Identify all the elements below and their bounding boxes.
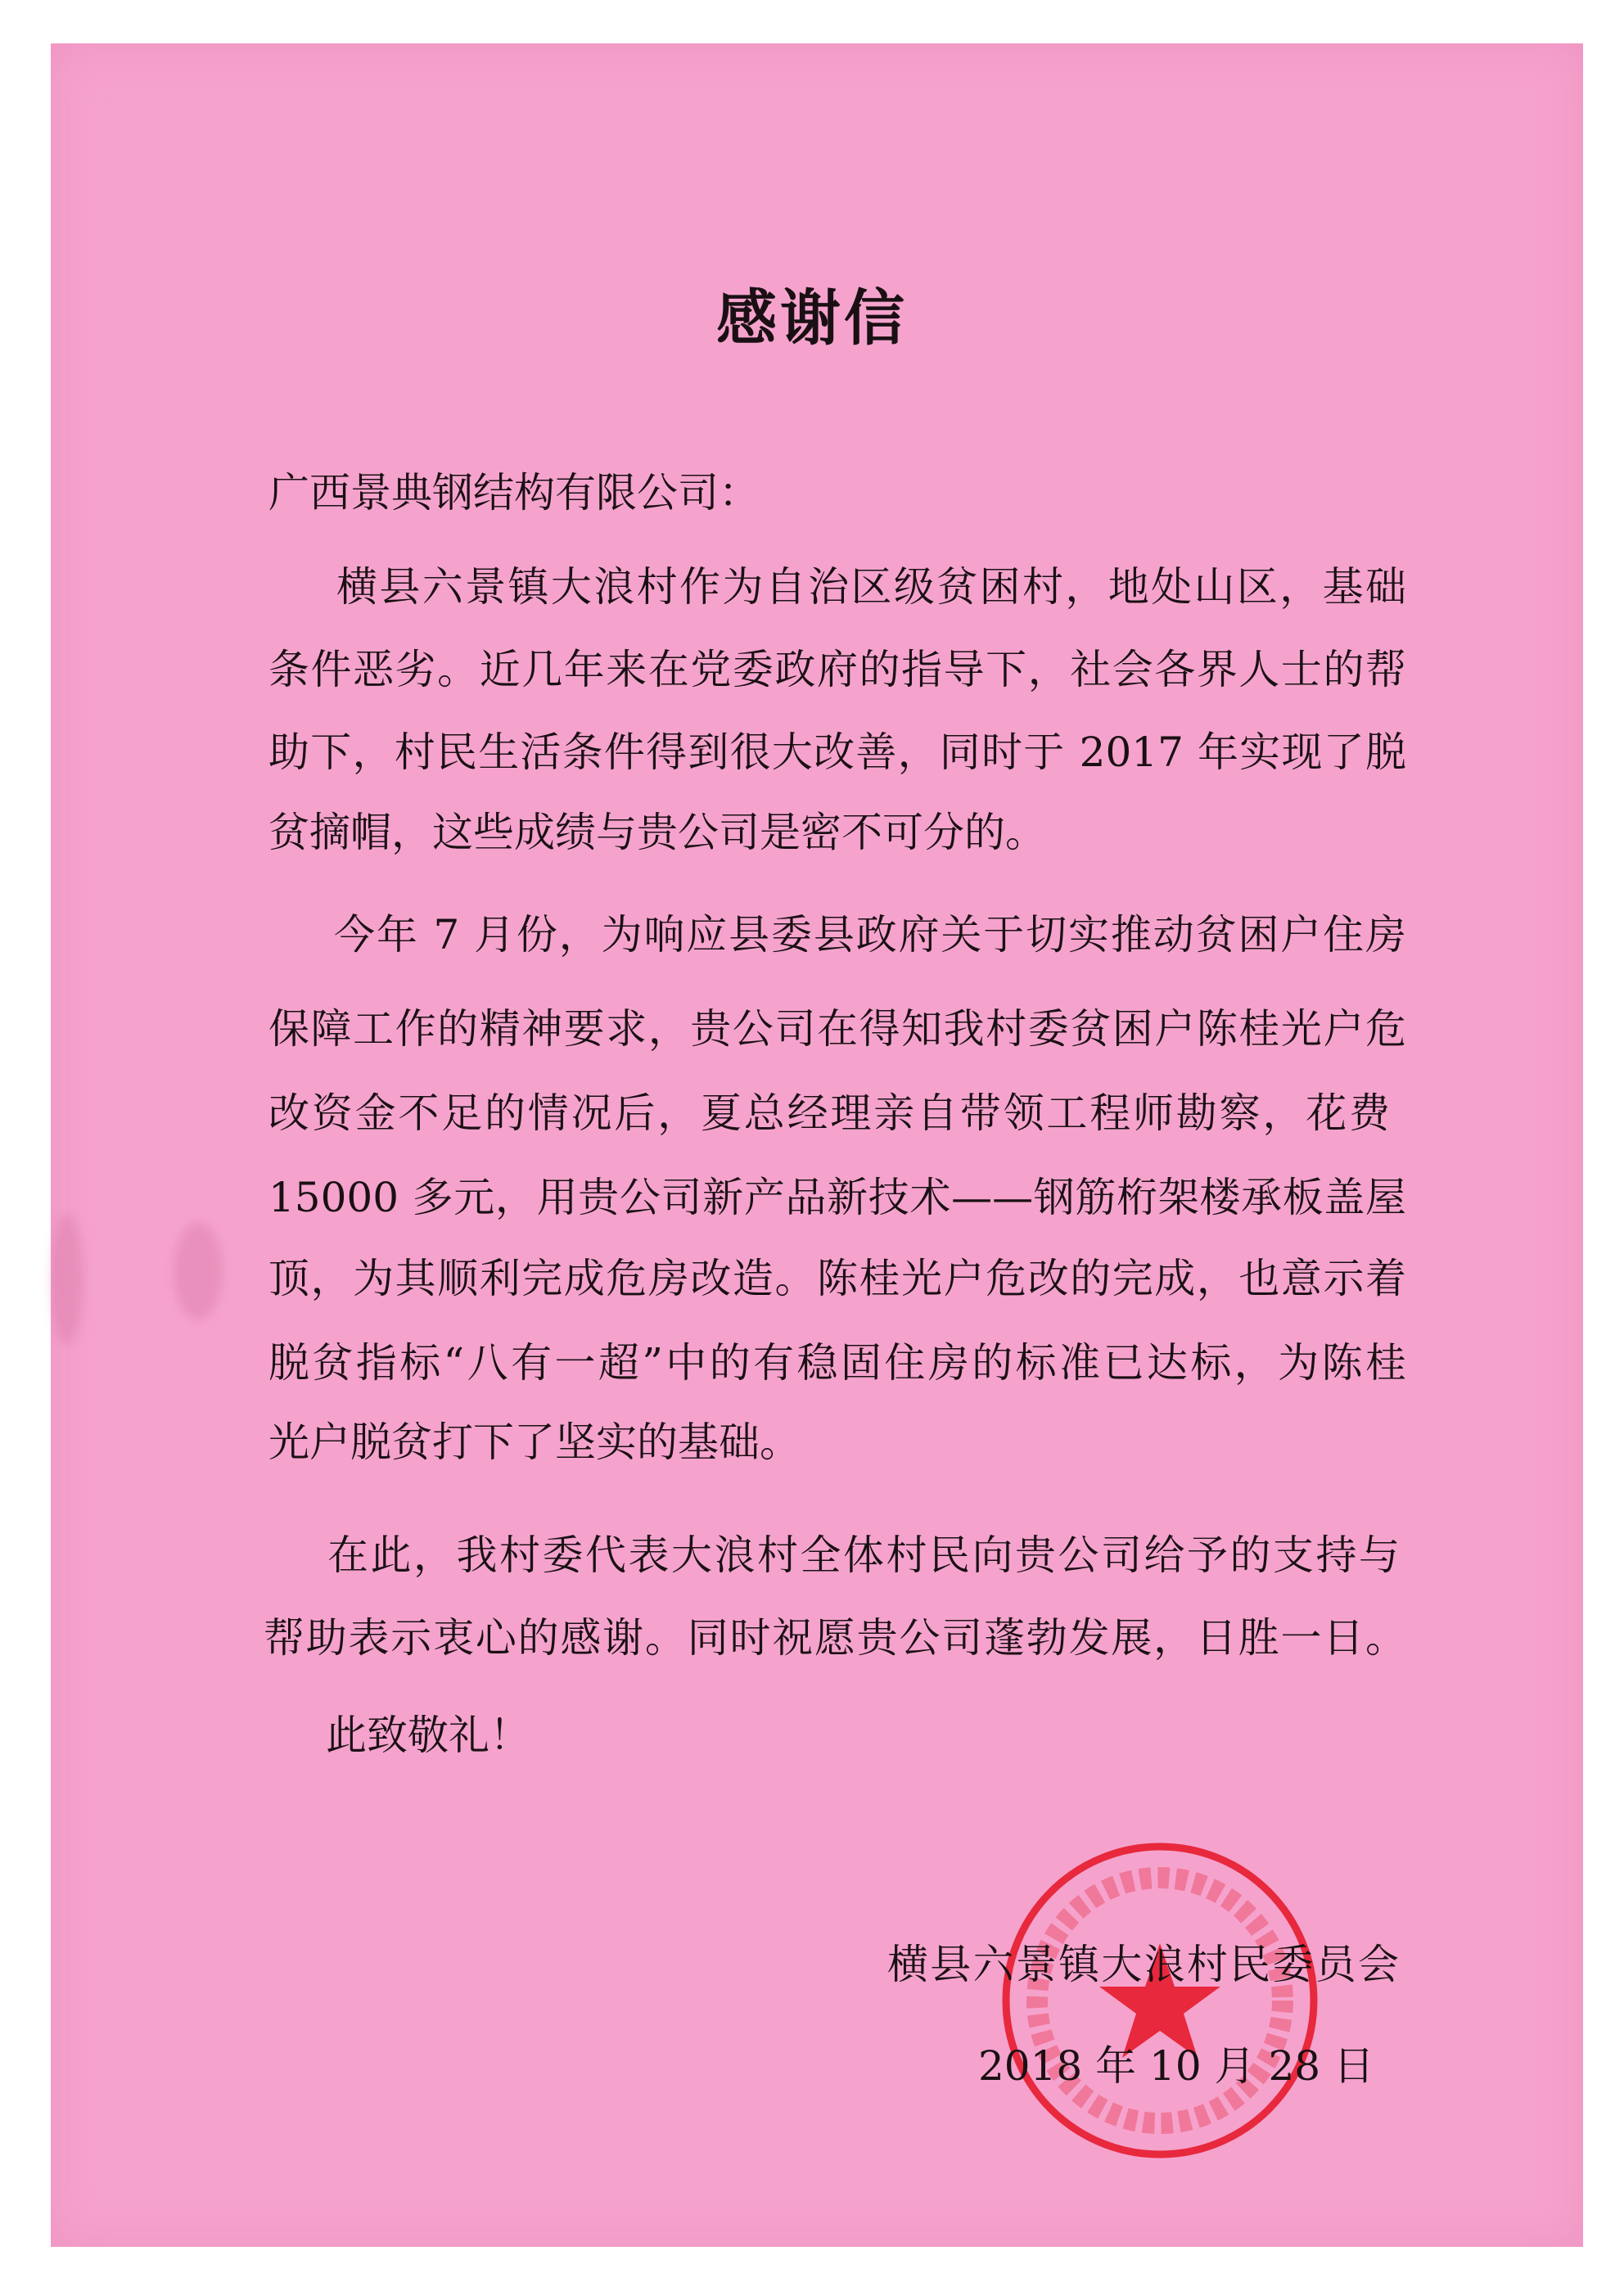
paragraph-1-line: 横县六景镇大浪村作为自治区级贫困村，地处山区，基础 bbox=[336, 563, 1406, 611]
paragraph-2-line: 脱贫指标“八有一超”中的有稳固住房的标准已达标，为陈桂 bbox=[268, 1339, 1406, 1387]
paragraph-2-line: 改资金不足的情况后，夏总经理亲自带领工程师勘察，花费 bbox=[268, 1089, 1390, 1137]
paragraph-2-line: 保障工作的精神要求，贵公司在得知我村委贫困户陈桂光户危 bbox=[268, 1005, 1406, 1053]
paragraph-2-line: 光户脱贫打下了坚实的基础。 bbox=[268, 1419, 801, 1466]
paragraph-3-line: 在此，我村委代表大浪村全体村民向贵公司给予的支持与 bbox=[327, 1531, 1400, 1579]
paragraph-2-line: 15000 多元，用贵公司新产品新技术——钢筋桁架楼承板盖屋 bbox=[268, 1174, 1406, 1221]
paragraph-3-line: 帮助表示衷心的感谢。同时祝愿贵公司蓬勃发展，日胜一日。 bbox=[264, 1614, 1406, 1662]
salutation: 广西景典钢结构有限公司： bbox=[268, 469, 760, 516]
paper-stain bbox=[174, 1222, 223, 1320]
letter-title: 感谢信 bbox=[716, 283, 908, 354]
paragraph-2-line: 顶，为其顺利完成危房改造。陈桂光户危改的完成，也意示着 bbox=[268, 1255, 1406, 1302]
letter-paper bbox=[51, 43, 1583, 2247]
date: 2018 年 10 月 28 日 bbox=[978, 2042, 1374, 2090]
paragraph-1-line: 条件恶劣。近几年来在党委政府的指导下，社会各界人士的帮 bbox=[268, 646, 1406, 693]
closing: 此致敬礼！ bbox=[326, 1712, 530, 1759]
official-seal bbox=[996, 1837, 1324, 2164]
signature: 横县六景镇大浪村民委员会 bbox=[887, 1941, 1399, 1988]
paragraph-1-line: 助下，村民生活条件得到很大改善，同时于 2017 年实现了脱 bbox=[268, 728, 1406, 776]
paragraph-1-line: 贫摘帽，这些成绩与贵公司是密不可分的。 bbox=[268, 809, 1046, 856]
paper-stain bbox=[51, 1214, 83, 1345]
paragraph-2-line: 今年 7 月份，为响应县委县政府关于切实推动贫困户住房 bbox=[334, 911, 1406, 959]
